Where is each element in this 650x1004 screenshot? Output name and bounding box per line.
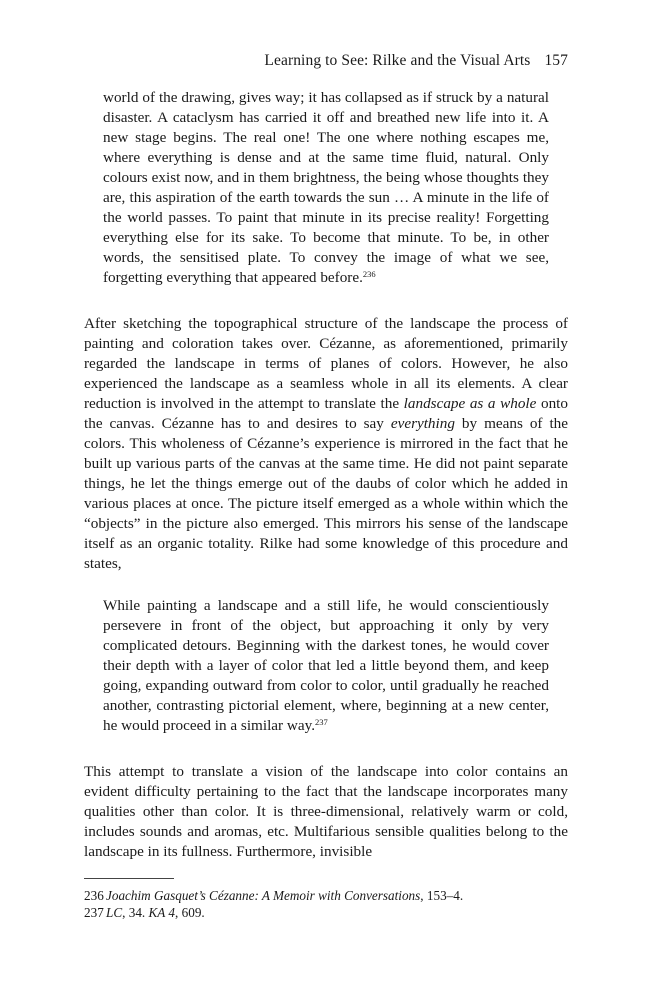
page-number: 157 (544, 52, 568, 69)
emphasis: landscape as a whole (403, 395, 537, 412)
body-paragraph-2 (84, 762, 568, 862)
footnote-236: 236 Joachim Gasquet’s Cézanne: A Memoir with Conversations, 153–4. (84, 888, 464, 903)
footnote-237: 237 LC, 34. KA 4, 609. (84, 905, 205, 920)
block-quote-text: While painting a landscape and a still life, he would conscientiously persevere in front of the object, but approaching it only by very complicated detours. Beginning with the darkest tones, he would cover their depth with a layer of color that led a little beyond them, and keep going, expanding outward from color to color, until gradually he reached another, contrasting pictorial element, where, beginning at a new center, he would proceed in a similar way.$^{237}$ (103, 597, 549, 734)
footnote-ref-236[interactable]: 236 (362, 269, 376, 279)
footnote-divider (84, 878, 174, 879)
block-quote-2 (103, 596, 549, 736)
footnotes (84, 887, 568, 921)
block-quote-1 (103, 88, 549, 288)
running-head (264, 52, 568, 70)
body-paragraph-1 (84, 314, 568, 574)
footnote-ref-237[interactable]: 237 (315, 717, 328, 727)
running-title: Learning to See: Rilke and the Visual Arts (264, 52, 531, 69)
emphasis: everything (390, 415, 455, 432)
block-quote-text: world of the drawing, gives way; it has collapsed as if struck by a natural disaster. A cataclysm has carried it off and breathed new life into it. A new stage begins. The real one! The one where nothing escapes me, where everything is dense and at the same time fluid, natural. Only colours exist now, and in them brightness, the being whose thoughts they are, this aspiration of the earth towards the sun … A minute in the life of the world passes. To paint that minute in its precise reality! Forgetting everything else for its sake. To become that minute. To be, in other words, the sensitised plate. To convey the image of what we see, forgetting everything that appeared before.$^{236}$ (103, 89, 549, 286)
paragraph-text: After sketching the topographical structure of the landscape the process of painting and coloration takes over. Cézanne, as aforementioned, primarily regarded the landscape in terms of planes of colors. However, he also experienced the landscape as a seamless whole in all its elements. A clear reduction is involved in the attempt to translate the landscape as a whole onto the canvas. Cézanne has to and desires to say everything by means of the colors. This wholeness of Cézanne’s experience is mirrored in the fact that he built up various parts of the canvas at the same time. He did not paint separate things, he let the things emerge out of the daubs of color which he added in various places at once. The picture itself emerged as a whole within which the “objects” in the picture also emerged. This mirrors his sense of the landscape itself as an organic totality. Rilke had some knowledge of this procedure and states, (84, 315, 568, 572)
paragraph-text: This attempt to translate a vision of the landscape into color contains an evident difficulty pertaining to the fact that the landscape incorporates many qualities other than color. It is three-dimensional, relatively warm or cold, includes sounds and aromas, etc. Multifarious sensible qualities belong to the landscape in its fullness. Furthermore, invisible (84, 763, 568, 860)
